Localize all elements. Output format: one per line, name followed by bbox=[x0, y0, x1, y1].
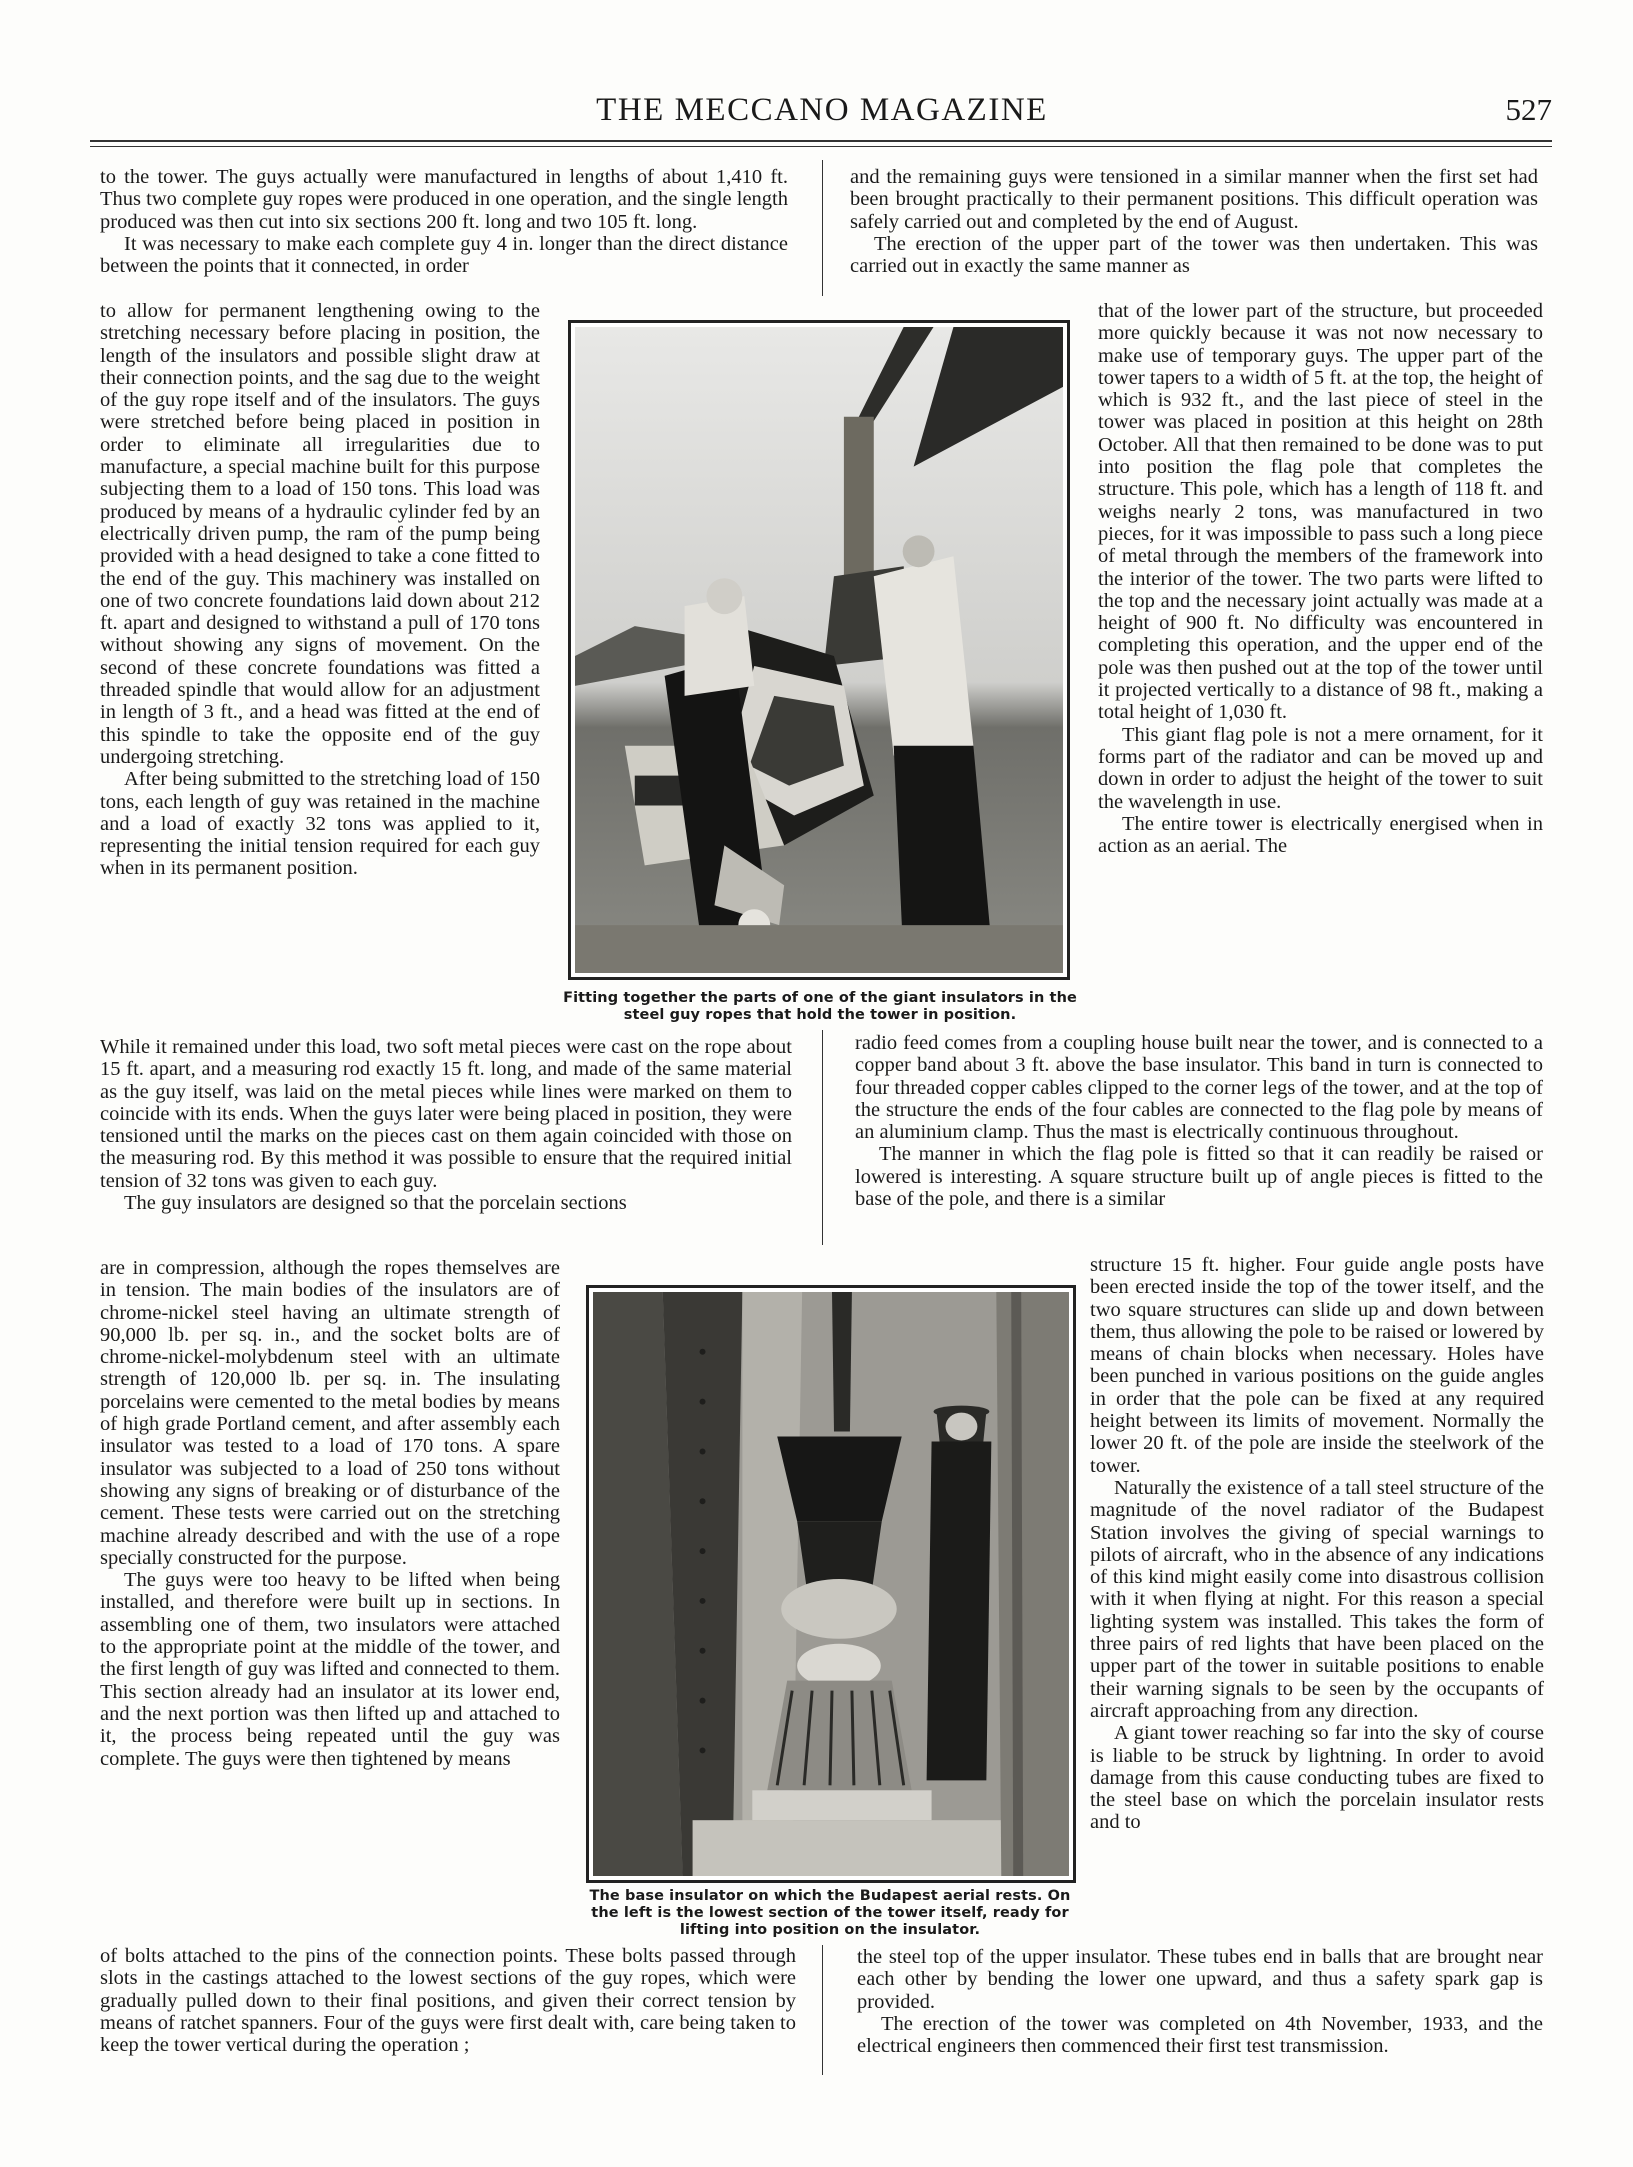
left-column-wrap-1 bbox=[100, 300, 540, 1035]
magazine-title: THE MECCANO MAGAZINE bbox=[596, 92, 1048, 128]
paragraph: to the tower. The guys actually were manufactured in lengths of about 1,410 ft. Thus two complete guy ropes were produced in one operation, and the single length produced was then cut into six sections 200 ft. long and two 105 ft. long. bbox=[100, 166, 788, 233]
running-header bbox=[92, 92, 1552, 136]
paragraph: the steel top of the upper insulator. These tubes end in balls that are brought near each other by bending the lower one upward, and thus a safety spark gap is provided. bbox=[857, 1946, 1543, 2013]
column-divider bbox=[822, 1030, 823, 1245]
paragraph: of bolts attached to the pins of the connection points. These bolts passed through slots in the castings attached to the lowest sections of the guy ropes, which were gradually pulled down to their final positions, and given their correct tension by means of ratchet spanners. Four of the guys were first dealt with, care being taken to keep the tower vertical during the operation ; bbox=[100, 1945, 796, 2057]
paragraph: The guy insulators are designed so that the porcelain sections bbox=[124, 1192, 627, 1215]
page-number: 527 bbox=[1505, 92, 1552, 127]
column-divider bbox=[822, 160, 823, 296]
paragraph: The erection of the tower was completed on 4th November, 1933, and the electrical engineers then commenced their first test transmission. bbox=[857, 2012, 1543, 2058]
paragraph: The entire tower is electrically energised when in action as an aerial. The bbox=[1098, 812, 1543, 858]
right-column-wrap-1 bbox=[1098, 300, 1543, 1044]
paragraph: A giant tower reaching so far into the sky of course is liable to be struck by lightning. In order to avoid damage from this cause conducting tubes are fixed to the steel base on which the porcelain insulator rests and to bbox=[1090, 1722, 1544, 1834]
paragraph: are in compression, although the ropes themselves are in tension. The main bodies of the insulators are of chrome-nickel steel having an ultimate strength of 90,000 lb. per sq. in., and the socket bolts are of chrome-nickel-molybdenum steel with an ultimate strength of 120,000 lb. per sq. in. The insulating porcelains were cemented to the metal bodies by means of high grade Portland cement, and after assembly each insulator was tested to a load of 170 tons. A spare insulator was subjected to a load of 250 tons without showing any signs of breaking or of disturbance of the cement. These tests were carried out on the stretching machine already described and with the use of a rope specially constructed for the purpose. bbox=[100, 1257, 560, 1569]
left-column-wrap-2 bbox=[100, 1257, 560, 1947]
figure2-caption: The base insulator on which the Budapest aerial rests. On the left is the lowest section of the tower itself, ready for lifting into position on the insulator. bbox=[589, 1888, 1071, 1938]
paragraph: radio feed comes from a coupling house built near the tower, and is connected to a copper band about 3 ft. above the base insulator. This band in turn is connected to four threaded copper cables clipped to the corner legs of the tower, and at the top of the structure the ends of the four cables are connected to the flag pole by means of an aluminium clamp. Thus the mast is electrically continuous throughout. bbox=[855, 1032, 1543, 1144]
right-column-bottom bbox=[857, 1946, 1543, 2058]
figure1-caption: Fitting together the parts of one of the giant insulators in the steel guy ropes that hold the tower in position. bbox=[563, 990, 1077, 1023]
paragraph: After being submitted to the stretching load of 150 tons, each length of guy was retained in the machine and a load of exactly 32 tons was applied to it, representing the initial tension required for each guy when in its permanent position. bbox=[100, 768, 540, 880]
header-rule-thin bbox=[90, 146, 1552, 147]
left-column-bottom bbox=[100, 1945, 796, 2057]
column-divider bbox=[822, 1945, 823, 2075]
right-column-top bbox=[850, 166, 1538, 298]
right-column-middle bbox=[855, 1032, 1543, 1254]
left-column-middle bbox=[100, 1036, 792, 1258]
paragraph: and the remaining guys were tensioned in a similar manner when the first set had been brought practically to their permanent positions. This difficult operation was safely carried out and completed by the end of August. bbox=[850, 166, 1538, 233]
paragraph: The guys were too heavy to be lifted when being installed, and therefore were built up in sections. In assembling one of them, two insulators were attached to the appropriate point at the middle of the tower, and the first length of guy was lifted and connected to them. This section already had an insulator at its lower end, and the next portion was then lifted up and attached to it, the process being repeated until the guy was complete. The guys were then tightened by means bbox=[100, 1569, 560, 1770]
paragraph: The manner in which the flag pole is fitted so that it can readily be raised or lowered is interesting. A square structure built up of angle pieces is fitted to the base of the pole, and there is a similar bbox=[855, 1143, 1543, 1211]
paragraph: Naturally the existence of a tall steel structure of the magnitude of the novel radiator of the Budapest Station involves the giving of special warnings to pilots of aircraft, who in the absence of any indications of this kind might easily come into disastrous collision with it when flying at night. For this reason a special lighting system was installed. This takes the form of three pairs of red lights that have been placed on the upper part of the tower in suitable positions to enable their warning signals to be seen by the occupants of aircraft approaching from any direction. bbox=[1090, 1476, 1544, 1722]
paragraph: structure 15 ft. higher. Four guide angle posts have been erected inside the top of the tower itself, and the two square structures can slide up and down between them, thus allowing the pole to be raised or lowered by means of chain blocks when necessary. Holes have been punched in various positions on the guide angles in order that the pole can be fixed at any required height between its limits of movement. Normally the lower 20 ft. of the pole are inside the steelwork of the tower. bbox=[1090, 1254, 1544, 1477]
paragraph: This giant flag pole is not a mere ornament, for it forms part of the radiator and can be moved up and down in order to adjust the height of the tower to suit the wavelength in use. bbox=[1098, 723, 1543, 813]
left-column-top bbox=[100, 166, 788, 298]
right-column-wrap-2 bbox=[1090, 1254, 1544, 1946]
paragraph: The erection of the upper part of the tower was then undertaken. This was carried out in exactly the same manner as bbox=[850, 232, 1538, 278]
insulator-fitting-photo bbox=[568, 320, 1070, 980]
header-rule bbox=[90, 140, 1552, 142]
paragraph: While it remained under this load, two soft metal pieces were cast on the rope about 15 ft. apart, and a measuring rod exactly 15 ft. long, and made of the same material as the guy itself, was laid on the metal pieces while lines were marked on them to coincide with its ends. When the guys later were being placed in position, they were tensioned until the marks on the pieces cast on them again coincided with those on the measuring rod. By this method it was possible to ensure that the required initial tension of 32 tons was given to each guy. bbox=[100, 1036, 792, 1192]
base-insulator-photo bbox=[586, 1285, 1076, 1883]
paragraph: that of the lower part of the structure, but proceeded more quickly because it was not now necessary to make use of temporary guys. The upper part of the tower tapers to a width of 5 ft. at the top, the height of which is 932 ft., and the last piece of steel in the tower was placed in position at this height on 28th October. All that then remained to be done was to put into position the flag pole that completes the structure. This pole, which has a length of 118 ft. and weighs nearly 2 tons, was manufactured in two pieces, for it was impossible to pass such a long piece of metal through the members of the framework into the interior of the tower. The two parts were lifted to the top and the necessary joint actually was made at a height of 900 ft. No difficulty was encountered in completing this operation, and the upper end of the pole was then pushed out at the top of the tower until it projected vertically to a distance of 98 ft., making a total height of 1,030 ft. bbox=[1098, 300, 1543, 724]
paragraph: to allow for permanent lengthening owing to the stretching necessary before placing in position, the length of the insulators and possible slight draw at their connection points, and the sag due to the weight of the guy rope itself and of the insulators. The guys were stretched before being placed in position in order to eliminate all irregularities due to manufacture, a special machine built for this purpose subjecting them to a load of 150 tons. This load was produced by means of a hydraulic cylinder fed by an electrically driven pump, the ram of the pump being provided with a head designed to take a cone fitted to the end of the guy. This machinery was installed on one of two concrete foundations laid down about 212 ft. apart and designed to withstand a pull of 170 tons without showing any signs of movement. On the second of these concrete foundations was fitted a threaded spindle that would allow for an adjustment in length of 3 ft., and a head was fitted at the end of this spindle to take the opposite end of the guy undergoing stretching. bbox=[100, 300, 540, 768]
paragraph: It was necessary to make each complete guy 4 in. longer than the direct distance between the points that it connected, in order bbox=[100, 232, 788, 278]
